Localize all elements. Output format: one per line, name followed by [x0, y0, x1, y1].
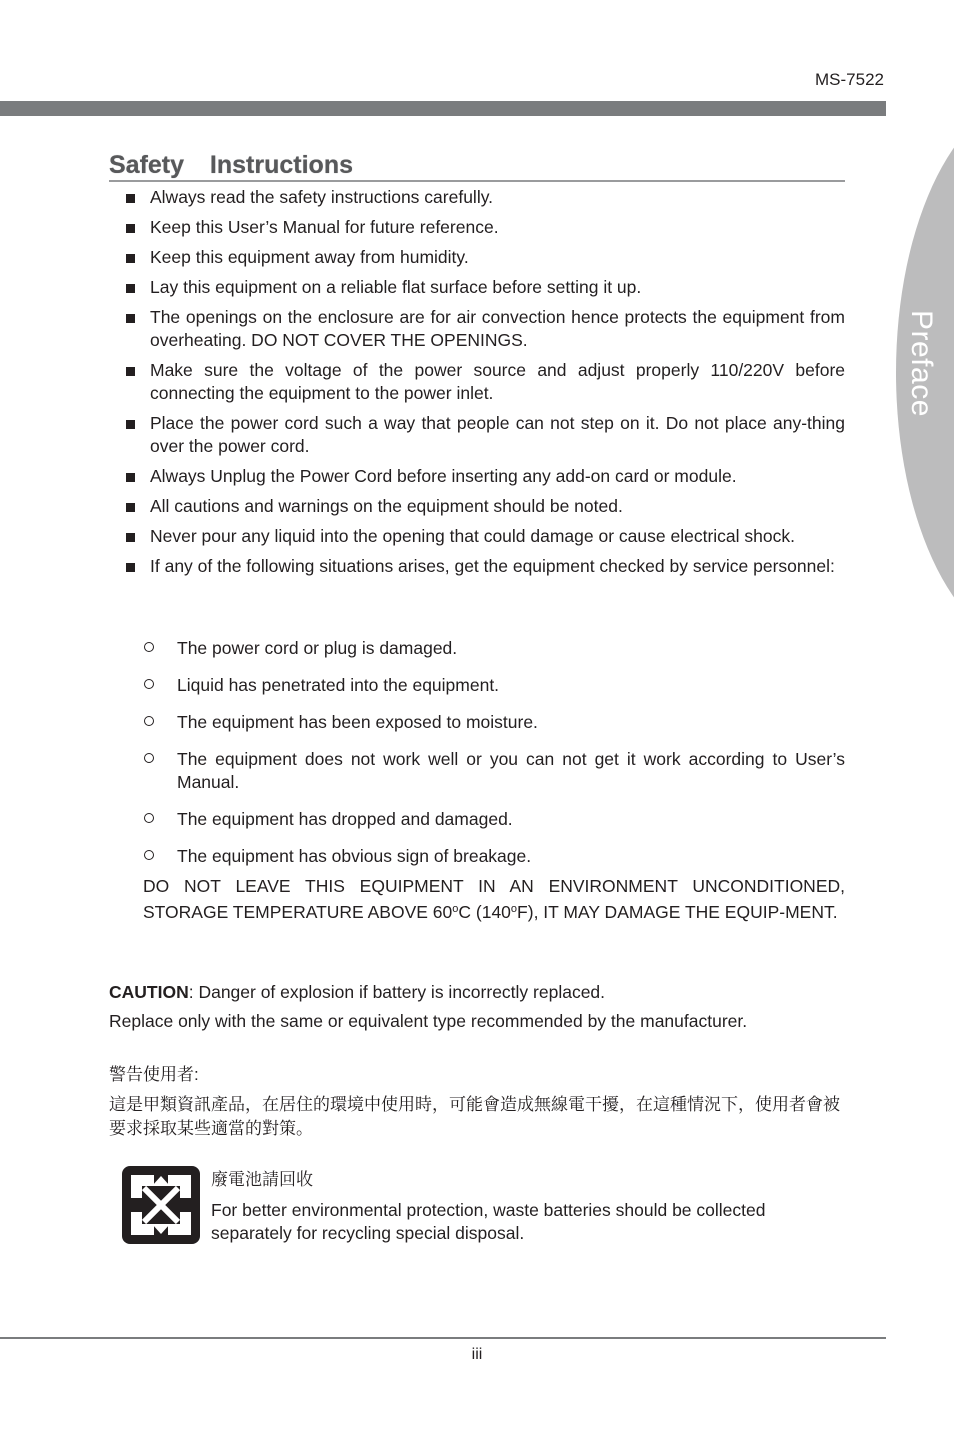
- bullet-item: Keep this User’s Manual for future reference.: [124, 216, 845, 239]
- chinese-warning-body: 這是甲類資訊產品，在居住的環境中使用時，可能會造成無線電干擾，在這種情況下，使用者會被要求採取某些適當的對策。: [109, 1095, 840, 1138]
- square-bullet-icon: [126, 473, 135, 482]
- header-bar: [0, 101, 886, 116]
- circle-bullet-icon: [144, 642, 154, 652]
- page-number: iii: [471, 1346, 483, 1363]
- square-bullet-icon: [126, 284, 135, 293]
- bullet-item: Lay this equipment on a reliable flat surface before setting it up.: [124, 276, 845, 299]
- bullet-item: The openings on the enclosure are for air convection hence protects the equipment from overheating. DO NOT COVER THE OPENINGS.: [124, 306, 845, 352]
- side-tab-label: Preface: [905, 310, 938, 417]
- replace-notice: Replace only with the same or equivalent type recommended by the manufacturer.: [109, 1011, 748, 1031]
- sub-item: Liquid has penetrated into the equipment.: [143, 674, 845, 697]
- bullet-item: Make sure the voltage of the power source and adjust properly 110/220V before connecting the equipment to the power inlet.: [124, 359, 845, 405]
- sub-item: The power cord or plug is damaged.: [143, 637, 845, 660]
- chinese-warning-label: 警告使用者:: [109, 1065, 199, 1084]
- square-bullet-icon: [126, 254, 135, 263]
- sub-item: The equipment has been exposed to moisture.: [143, 711, 845, 734]
- caution-notice: CAUTION: Danger of explosion if battery is incorrectly replaced.: [109, 982, 606, 1002]
- sub-item: The equipment has dropped and damaged.: [143, 808, 845, 831]
- bullet-item: Always Unplug the Power Cord before inserting any add-on card or module.: [124, 465, 845, 488]
- circle-bullet-icon: [144, 753, 154, 763]
- bullet-item: Keep this equipment away from humidity.: [124, 246, 845, 269]
- circle-bullet-icon: [144, 850, 154, 860]
- footer-rule: [0, 1337, 886, 1339]
- battery-recycle-text: For better environmental protection, waste batteries should be collected separately for recycling special disposal.: [211, 1200, 766, 1243]
- safety-bullet-list: [124, 186, 845, 585]
- sub-item: The equipment does not work well or you can not get it work according to User’s Manual.: [143, 748, 845, 794]
- square-bullet-icon: [126, 420, 135, 429]
- circle-bullet-icon: [144, 679, 154, 689]
- square-bullet-icon: [126, 194, 135, 203]
- caution-label: CAUTION: [109, 982, 189, 1002]
- battery-recycle-title: 廢電池請回收: [211, 1170, 313, 1189]
- square-bullet-icon: [126, 533, 135, 542]
- section-title: Safety Instructions: [109, 150, 845, 182]
- sub-item: The equipment has obvious sign of breakage.: [143, 845, 845, 868]
- bullet-item: All cautions and warnings on the equipment should be noted.: [124, 495, 845, 518]
- recycle-icon: [122, 1166, 200, 1244]
- situation-list: [143, 637, 845, 882]
- square-bullet-icon: [126, 563, 135, 572]
- bullet-item: Never pour any liquid into the opening that could damage or cause electrical shock.: [124, 525, 845, 548]
- model-number: MS-7522: [815, 70, 884, 89]
- circle-bullet-icon: [144, 813, 154, 823]
- bullet-item: Always read the safety instructions carefully.: [124, 186, 845, 209]
- square-bullet-icon: [126, 314, 135, 323]
- bullet-item: If any of the following situations arises, get the equipment checked by service personnel:: [124, 555, 845, 578]
- square-bullet-icon: [126, 367, 135, 376]
- bullet-item: Place the power cord such a way that people can not step on it. Do not place any-thing over the power cord.: [124, 412, 845, 458]
- circle-bullet-icon: [144, 716, 154, 726]
- square-bullet-icon: [126, 224, 135, 233]
- square-bullet-icon: [126, 503, 135, 512]
- temperature-warning: DO NOT LEAVE THIS EQUIPMENT IN AN ENVIRONMENT UNCONDITIONED, STORAGE TEMPERATURE ABOVE 60$^o$C (140$^o$F), IT MAY DAMAGE THE EQUIP-MENT.: [143, 876, 845, 922]
